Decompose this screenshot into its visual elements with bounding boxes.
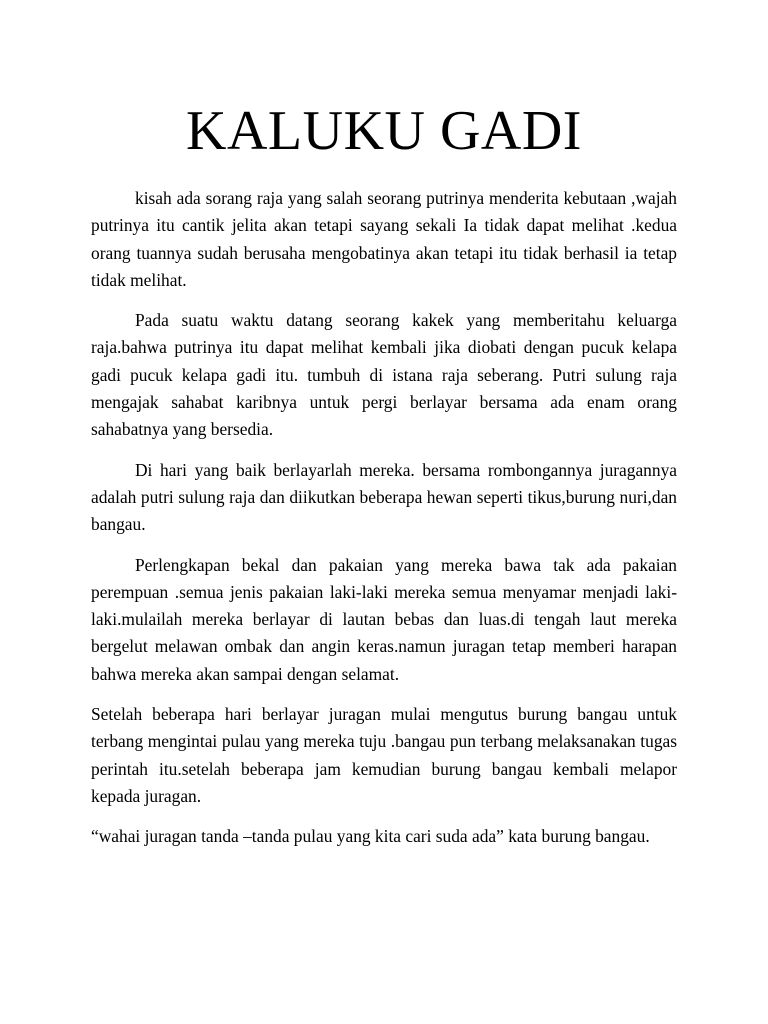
paragraph: Perlengkapan bekal dan pakaian yang mereka bawa tak ada pakaian perempuan .semua jenis pakaian laki-laki mereka semua menyamar menjadi laki-laki.mulailah mereka berlayar di lautan bebas dan luas.di tengah laut mereka bergelut melawan ombak dan angin keras.namun juragan tetap memberi harapan bahwa mereka akan sampai dengan selamat. bbox=[91, 554, 677, 684]
paragraph: kisah ada sorang raja yang salah seorang putrinya menderita kebutaan ,wajah putrinya itu cantik jelita akan tetapi sayang sekali Ia tidak dapat melihat .kedua orang tuannya sudah berusaha mengobatinya akan tetapi itu tidak berhasil ia tetap tidak melihat. bbox=[91, 188, 677, 290]
paragraph: Setelah beberapa hari berlayar juragan mulai mengutus burung bangau untuk terbang mengintai pulau yang mereka tuju .bangau pun terbang melaksanakan tugas perintah itu.setelah beberapa jam kemudian burung bangau kembali melapor kepada juragan. bbox=[91, 704, 677, 806]
paragraph: Di hari yang baik berlayarlah mereka. bersama rombongannya juragannya adalah putri sulung raja dan diikutkan beberapa hewan seperti tikus,burung nuri,dan bangau. bbox=[91, 459, 677, 535]
paragraph: “wahai juragan tanda –tanda pulau yang kita cari suda ada” kata burung bangau. bbox=[91, 826, 650, 847]
document-body bbox=[91, 185, 677, 864]
document-title: KALUKU GADI bbox=[186, 100, 582, 162]
paragraph: Pada suatu waktu datang seorang kakek yang memberitahu keluarga raja.bahwa putrinya itu dapat melihat kembali jika diobati dengan pucuk kelapa gadi pucuk kelapa gadi itu. tumbuh di istana raja seberang. Putri sulung raja mengajak sahabat karibnya untuk pergi berlayar bersama ada enam orang sahabatnya yang bersedia. bbox=[91, 310, 677, 440]
